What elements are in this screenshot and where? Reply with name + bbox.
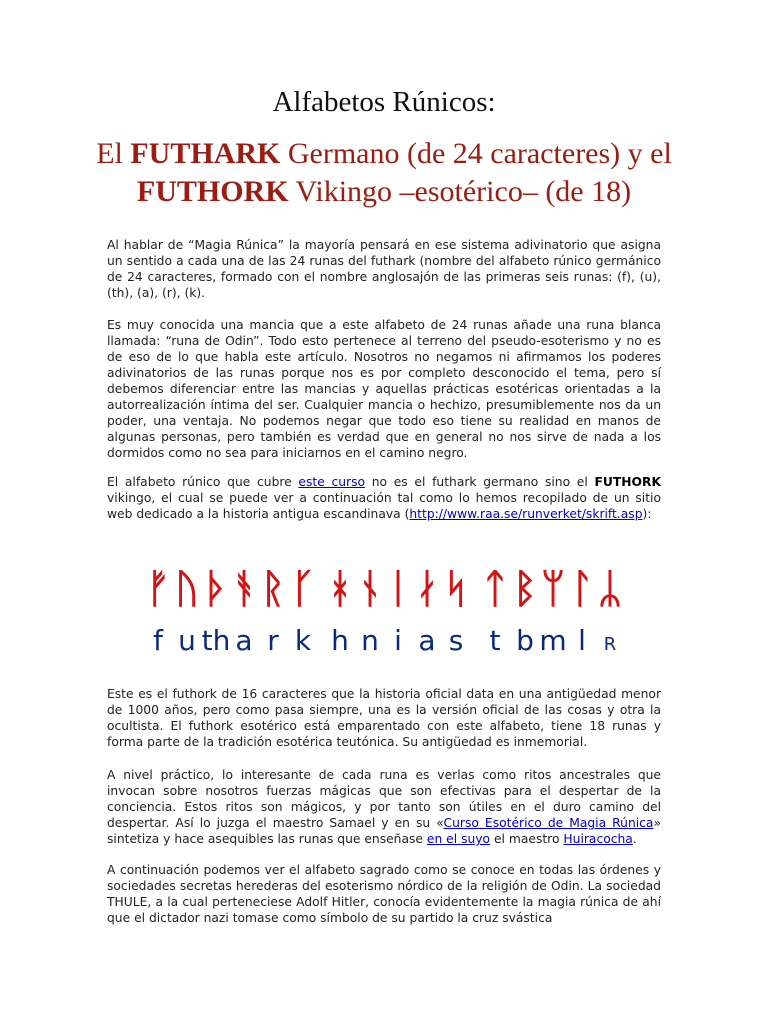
rune-glyph: ᚴ [291, 566, 315, 612]
text-span: ): [642, 507, 652, 521]
latin-transliteration: m [539, 624, 567, 657]
rune-glyph: ᚱ [261, 566, 285, 612]
latin-transliteration: t [489, 624, 501, 657]
link-en-el-suyo[interactable]: en el suyo [426, 832, 491, 846]
rune-glyph: ᚦ [204, 566, 228, 612]
latin-transliteration: l [578, 624, 586, 657]
rune-glyph: ᚬ [232, 566, 256, 612]
text-span: . [632, 832, 637, 846]
text-span: vikingo, el cual se puede ver a continuación tal como lo hemos recopilado de un sitio web dedicado a la historia antigua escandinava ( [107, 491, 661, 521]
rune-glyph: ᛒ [513, 566, 537, 612]
latin-transliteration: h [331, 624, 349, 657]
latin-transliteration: b [516, 624, 534, 657]
link-este-curso[interactable]: este curso [298, 475, 366, 489]
latin-transliteration: f [153, 624, 163, 657]
text-span: el maestro [490, 832, 564, 846]
rune-glyph: ᛁ [386, 566, 410, 612]
document-subtitle [0, 135, 768, 211]
rune-alphabet-figure [140, 558, 630, 666]
link-raa-url[interactable]: http://www.raa.se/runverket/skrift.asp [409, 507, 643, 521]
bold-futhork: FUTHORK [594, 475, 662, 489]
paragraph-ritos [107, 767, 661, 847]
rune-glyph: ᛏ [483, 566, 507, 612]
latin-transliteration: r [267, 624, 279, 657]
latin-transliteration: a [235, 624, 253, 657]
text-span: » sintetiza y hace asequibles las runas que enseñase [107, 816, 661, 846]
rune-glyph: ᚾ [358, 566, 382, 612]
rune-glyph: ᛘ [541, 566, 565, 612]
latin-transliteration: a [418, 624, 436, 657]
text-span: no es el futhark germano sino el [365, 475, 595, 489]
latin-transliteration: R [603, 634, 617, 655]
latin-transliteration: n [361, 624, 379, 657]
paragraph-alfabeto-sagrado: A continuación podemos ver el alfabeto sagrado como se conoce en todas las órdenes y sociedades secretas herederas del esoterismo nórdico de la religión de Odin. La sociedad THULE, a la cual perteneciese Adolf Hitler, conocía evidentemente la magia rúnica de ahí que el dictador nazi tomase como símbolo de su partido la cruz svástica [107, 863, 661, 925]
link-huiracocha[interactable]: Huiracocha [563, 832, 633, 846]
rune-glyph: ᚼ [328, 566, 352, 612]
paragraph-intro: Al hablar de “Magia Rúnica” la mayoría pensará en ese sistema adivinatorio que asigna un sentido a cada una de las 24 runas del futhark (nombre del alfabeto rúnico germánico de 24 caracteres, formado con el nombre anglosajón de las primeras seis runas: (f), (u), (th), (a), (r), (k). [107, 238, 661, 300]
latin-transliteration: k [294, 624, 312, 657]
rune-glyph: ᚠ [146, 566, 170, 612]
latin-transliteration: s [448, 624, 464, 657]
rune-glyph: ᛋ [444, 566, 468, 612]
document-title: Alfabetos Rúnicos: [272, 86, 496, 118]
paragraph-alfabeto [107, 474, 661, 522]
subtitle-futhark: FUTHARK [130, 137, 281, 170]
rune-glyph: ᛅ [415, 566, 439, 612]
paragraph-mancia: Es muy conocida una mancia que a este alfabeto de 24 runas añade una runa blanca llamada: “runa de Odin”. Todo esto pertenece al terreno del pseudo-esoterismo y no es de eso de lo que habla este artículo. Nosotros no negamos ni afirmamos los poderes adivinatorios de las runas porque nos es por completo desconocido el tema, pero sí debemos diferenciar entre las mancias y aquellas prácticas esotéricas orientadas a la autorrealización íntima del ser. Cualquier mancia o hechizo, presumiblemente nos da un poder, una ventaja. No podemos negar que todo eso tiene su realidad en manos de algunas personas, pero también es verdad que en general no nos sirve de nada a los dormidos como no sea para iniciarnos en el camino negro. [107, 318, 661, 460]
latin-transliteration: u [178, 624, 196, 657]
futhork-rune-image [140, 558, 630, 666]
rune-glyph: ᚢ [175, 566, 199, 612]
latin-transliteration: th [201, 624, 231, 657]
latin-transliteration: i [394, 624, 402, 657]
subtitle-mid1: Germano (de 24 caracteres) y el [280, 137, 672, 170]
paragraph-futhork-16: Este es el futhork de 16 caracteres que la historia oficial data en una antigüedad menor de 1000 años, pero como pasa siempre, una es la versión oficial de las cosas y otra la ocultista. El futhork esotérico está emparentado con este alfabeto, tiene 18 runas y forma parte de la tradición esotérica teutónica. Su antigüedad es inmemorial. [107, 687, 661, 749]
rune-glyph: ᛚ [570, 566, 594, 612]
text-span: A nivel práctico, lo interesante de cada runa es verlas como ritos ancestrales que invocan sobre nosotros fuerzas mágicas que son efectivas para el despertar de la conciencia. Estos ritos son mágicos, y por tanto son útiles en el duro camino del despertar. Así lo juzga el maestro Samael y en su « [107, 768, 661, 830]
link-curso-esoterico[interactable]: Curso Esotérico de Magia Rúnica [443, 816, 654, 830]
subtitle-mid2: Vikingo –esotérico– (de 18) [288, 175, 632, 208]
rune-glyph: ᛦ [598, 566, 622, 612]
text-span: El alfabeto rúnico que cubre [107, 475, 299, 489]
subtitle-pre: El [96, 137, 131, 170]
subtitle-futhork: FUTHORK [136, 175, 289, 208]
